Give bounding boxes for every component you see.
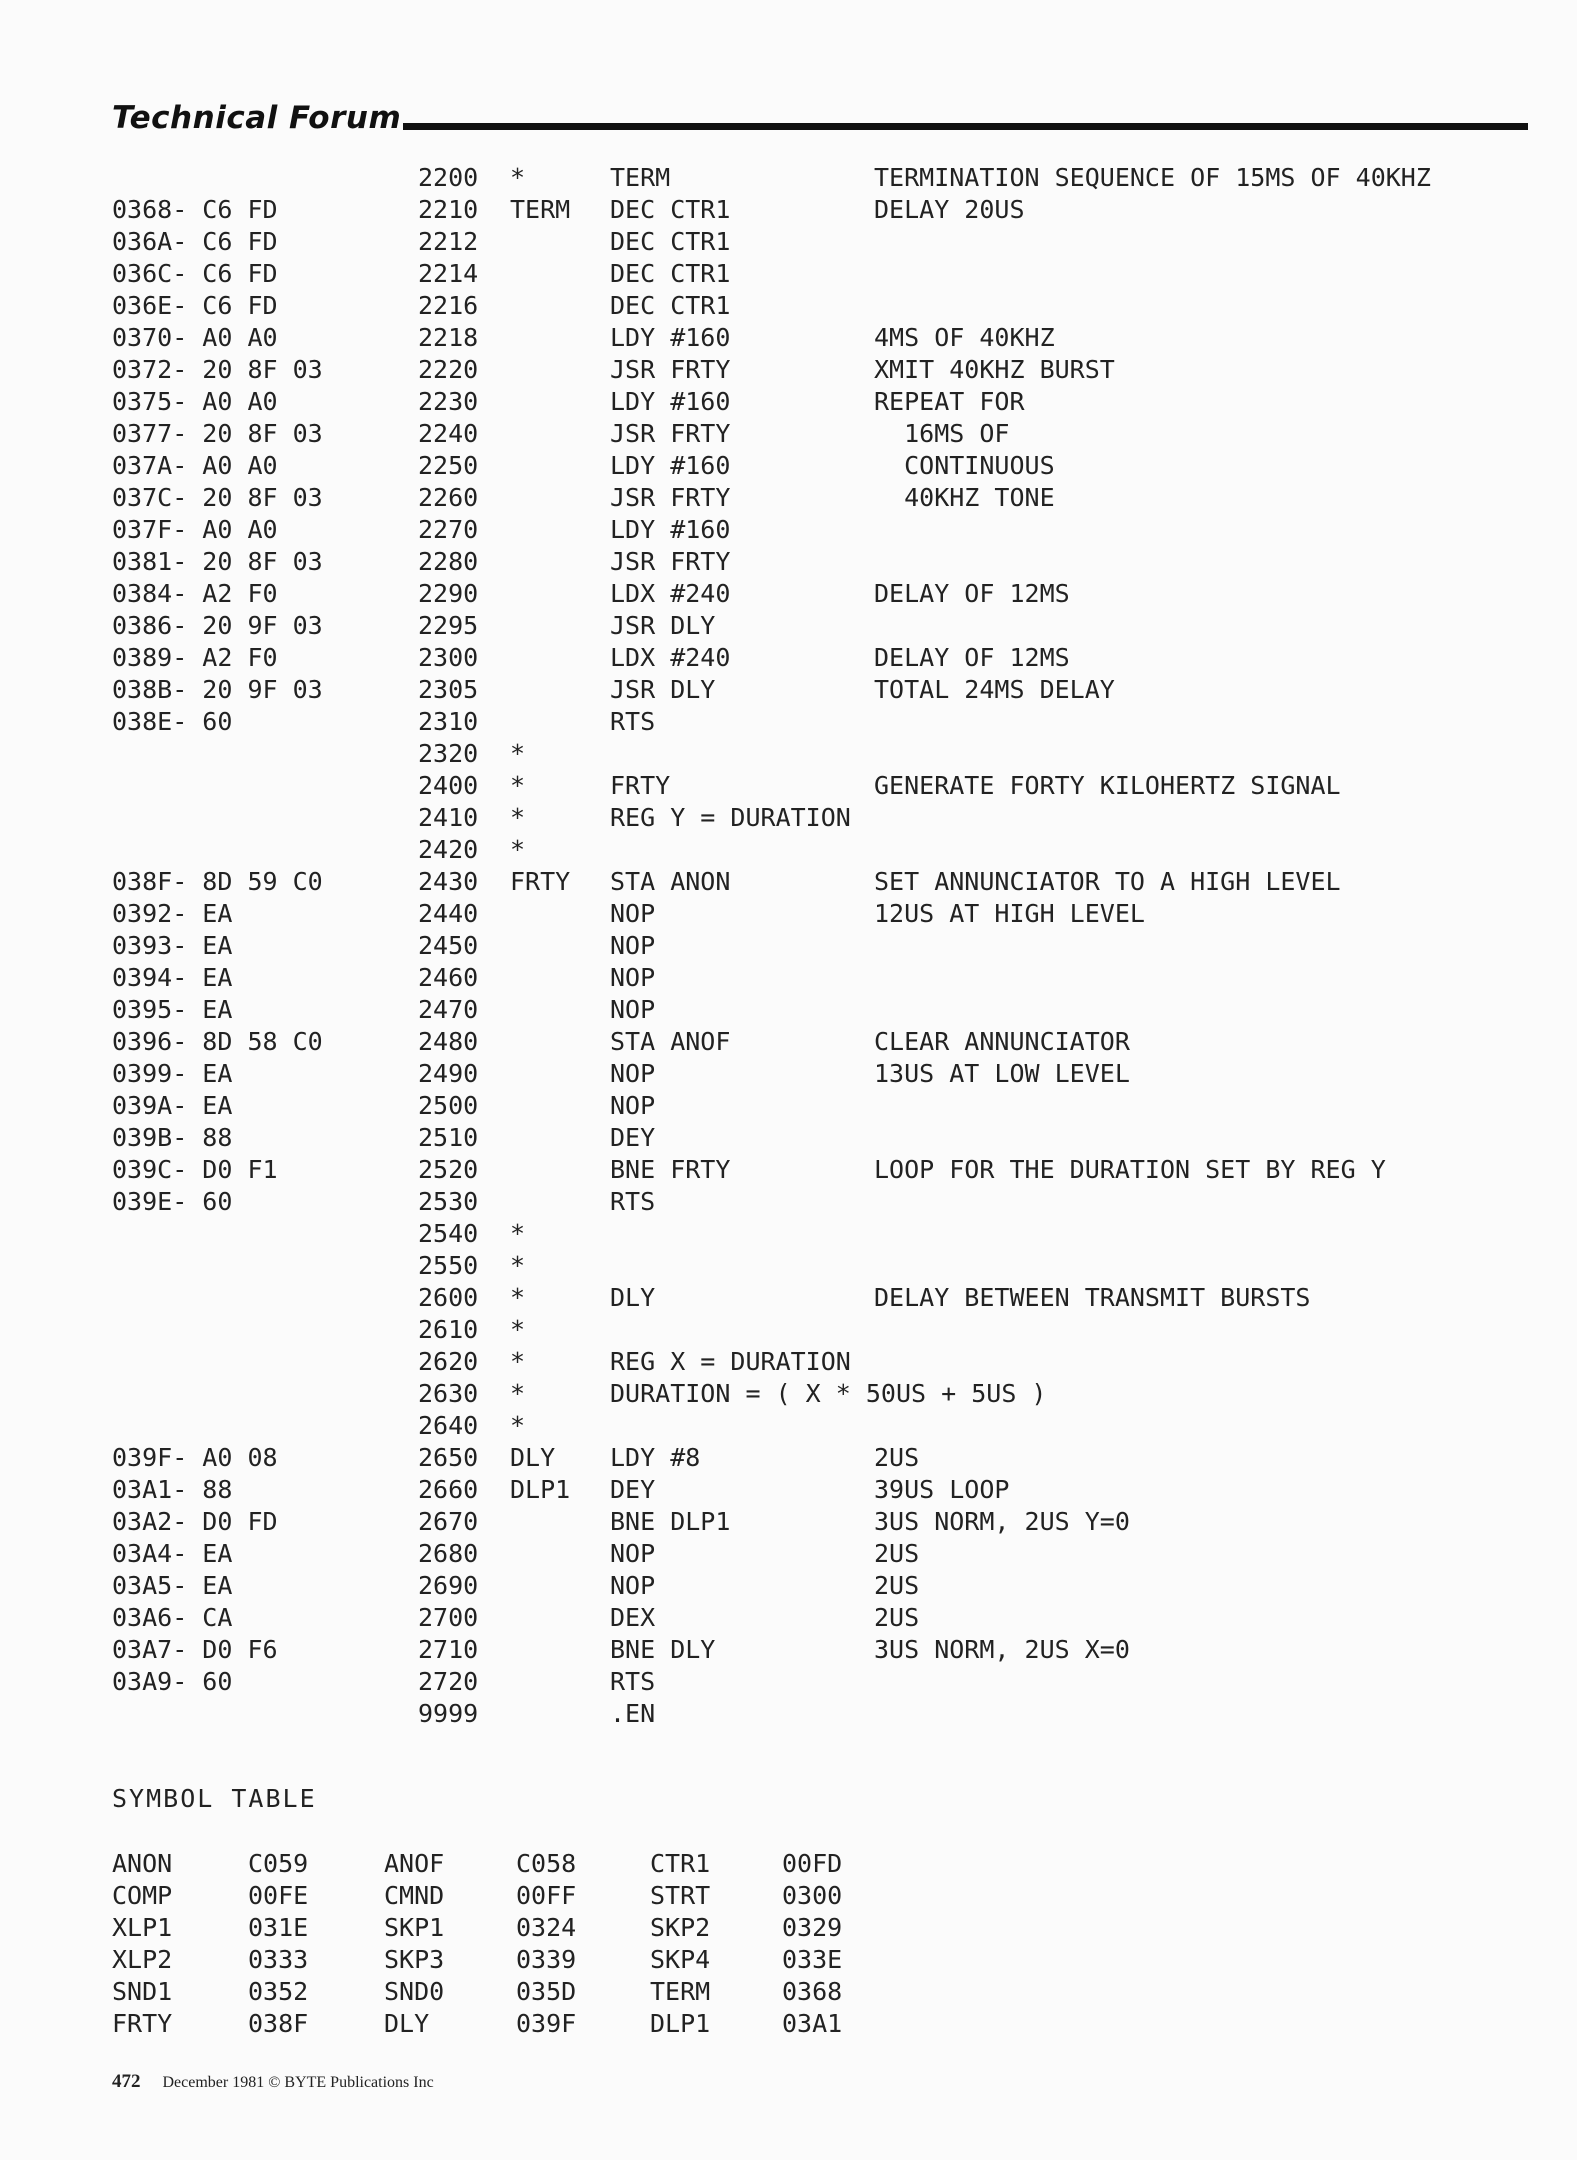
listing-address: 038B- 20 9F 03: [112, 675, 323, 704]
listing-instruction: STA ANON: [610, 867, 731, 896]
listing-line-number: 2660: [418, 1475, 479, 1504]
listing-line: [0, 1538, 1577, 1570]
listing-line: [0, 1154, 1577, 1186]
listing-address: 0377- 20 8F 03: [112, 419, 323, 448]
listing-address: 039B- 88: [112, 1123, 233, 1152]
listing-line: [0, 674, 1577, 706]
listing-line-number: 2430: [418, 867, 479, 896]
listing-line-number: 2610: [418, 1315, 479, 1344]
listing-line-number: 2620: [418, 1347, 479, 1376]
listing-address: 037C- 20 8F 03: [112, 483, 323, 512]
listing-instruction: NOP: [610, 931, 656, 960]
listing-line-number: 2305: [418, 675, 479, 704]
listing-instruction: LDY #160: [610, 323, 731, 352]
listing-instruction: DEY: [610, 1475, 656, 1504]
symbol-name: COMP: [112, 1881, 173, 1910]
listing-address: 03A9- 60: [112, 1667, 233, 1696]
symbol-name: STRT: [650, 1881, 711, 1910]
listing-line: [0, 962, 1577, 994]
listing-label: FRTY: [510, 867, 571, 896]
listing-line: [0, 1122, 1577, 1154]
listing-line: [0, 322, 1577, 354]
listing-instruction: FRTY: [610, 771, 671, 800]
listing-line: [0, 226, 1577, 258]
symbol-address: 0329: [782, 1913, 843, 1942]
listing-instruction: JSR FRTY: [610, 355, 731, 384]
listing-comment: CLEAR ANNUNCIATOR: [874, 1027, 1130, 1056]
listing-address: 037F- A0 A0: [112, 515, 278, 544]
symbol-address: C059: [248, 1849, 309, 1878]
listing-instruction: DURATION = ( X * 50US + 5US ): [610, 1379, 1047, 1408]
listing-line: [0, 354, 1577, 386]
listing-address: 0381- 20 8F 03: [112, 547, 323, 576]
listing-instruction: BNE DLP1: [610, 1507, 731, 1536]
listing-line-number: 2300: [418, 643, 479, 672]
listing-line-number: 2200: [418, 163, 479, 192]
listing-label: *: [510, 1283, 526, 1312]
symbol-name: SKP1: [384, 1913, 445, 1942]
listing-label: *: [510, 1379, 526, 1408]
symbol-name: FRTY: [112, 2009, 173, 2038]
listing-comment: 4MS OF 40KHZ: [874, 323, 1055, 352]
symbol-name: XLP2: [112, 1945, 173, 1974]
symbol-address: 035D: [516, 1977, 577, 2006]
listing-line: [0, 1602, 1577, 1634]
listing-label: *: [510, 1251, 526, 1280]
symbol-name: SKP4: [650, 1945, 711, 1974]
listing-instruction: .EN: [610, 1699, 656, 1728]
listing-line: [0, 1346, 1577, 1378]
listing-address: 0386- 20 9F 03: [112, 611, 323, 640]
assembly-listing: [0, 162, 1577, 1730]
listing-address: 0384- A2 F0: [112, 579, 278, 608]
listing-address: 03A5- EA: [112, 1571, 233, 1600]
listing-comment: TERMINATION SEQUENCE OF 15MS OF 40KHZ: [874, 163, 1431, 192]
listing-label: *: [510, 739, 526, 768]
listing-line-number: 2240: [418, 419, 479, 448]
symbol-name: XLP1: [112, 1913, 173, 1942]
listing-instruction: LDY #160: [610, 515, 731, 544]
symbol-address: 0352: [248, 1977, 309, 2006]
listing-line-number: 2450: [418, 931, 479, 960]
listing-instruction: JSR FRTY: [610, 547, 731, 576]
listing-comment: SET ANNUNCIATOR TO A HIGH LEVEL: [874, 867, 1341, 896]
symbol-name: DLP1: [650, 2009, 711, 2038]
listing-line-number: 2630: [418, 1379, 479, 1408]
listing-line-number: 2410: [418, 803, 479, 832]
listing-line-number: 2650: [418, 1443, 479, 1472]
listing-address: 03A6- CA: [112, 1603, 233, 1632]
listing-line-number: 2250: [418, 451, 479, 480]
symbol-name: SKP2: [650, 1913, 711, 1942]
listing-address: 0368- C6 FD: [112, 195, 278, 224]
listing-label: DLP1: [510, 1475, 571, 1504]
listing-comment: 2US: [874, 1539, 920, 1568]
listing-line: [0, 546, 1577, 578]
listing-label: *: [510, 163, 526, 192]
symbol-name: DLY: [384, 2009, 430, 2038]
listing-line-number: 2470: [418, 995, 479, 1024]
listing-line-number: 2290: [418, 579, 479, 608]
listing-line-number: 2260: [418, 483, 479, 512]
symbol-table: [0, 1848, 1577, 2040]
listing-address: 0393- EA: [112, 931, 233, 960]
symbol-name: SKP3: [384, 1945, 445, 1974]
listing-instruction: BNE DLY: [610, 1635, 716, 1664]
listing-instruction: JSR DLY: [610, 611, 716, 640]
page-footer: [112, 2071, 434, 2093]
listing-line: [0, 1570, 1577, 1602]
section-title: Technical Forum: [112, 100, 402, 136]
listing-line-number: 2310: [418, 707, 479, 736]
listing-line-number: 2480: [418, 1027, 479, 1056]
listing-line-number: 2530: [418, 1187, 479, 1216]
symbol-address: 039F: [516, 2009, 577, 2038]
symbol-name: SND1: [112, 1977, 173, 2006]
listing-label: *: [510, 803, 526, 832]
listing-address: 039E- 60: [112, 1187, 233, 1216]
listing-label: *: [510, 1315, 526, 1344]
symbol-table-row: [0, 2008, 1577, 2040]
listing-line-number: 2420: [418, 835, 479, 864]
listing-address: 038F- 8D 59 C0: [112, 867, 323, 896]
listing-label: *: [510, 1347, 526, 1376]
listing-instruction: DEX: [610, 1603, 656, 1632]
listing-address: 0375- A0 A0: [112, 387, 278, 416]
listing-comment: 13US AT LOW LEVEL: [874, 1059, 1130, 1088]
listing-comment: 12US AT HIGH LEVEL: [874, 899, 1145, 928]
listing-instruction: JSR FRTY: [610, 483, 731, 512]
listing-instruction: JSR DLY: [610, 675, 716, 704]
listing-line-number: 2295: [418, 611, 479, 640]
symbol-name: CTR1: [650, 1849, 711, 1878]
section-header: [112, 96, 1528, 136]
listing-line-number: 2490: [418, 1059, 479, 1088]
listing-line: [0, 738, 1577, 770]
listing-address: 03A1- 88: [112, 1475, 233, 1504]
listing-instruction: LDY #160: [610, 451, 731, 480]
symbol-table-row: [0, 1880, 1577, 1912]
listing-comment: LOOP FOR THE DURATION SET BY REG Y: [874, 1155, 1386, 1184]
listing-comment: 3US NORM, 2US X=0: [874, 1635, 1130, 1664]
listing-line: [0, 770, 1577, 802]
listing-instruction: LDX #240: [610, 579, 731, 608]
listing-comment: 3US NORM, 2US Y=0: [874, 1507, 1130, 1536]
listing-address: 036E- C6 FD: [112, 291, 278, 320]
listing-comment: XMIT 40KHZ BURST: [874, 355, 1115, 384]
listing-line-number: 2710: [418, 1635, 479, 1664]
listing-line: [0, 194, 1577, 226]
listing-line: [0, 1218, 1577, 1250]
listing-address: 0389- A2 F0: [112, 643, 278, 672]
listing-line: [0, 1410, 1577, 1442]
listing-line: [0, 898, 1577, 930]
listing-address: 03A4- EA: [112, 1539, 233, 1568]
listing-comment: 2US: [874, 1603, 920, 1632]
listing-line: [0, 1666, 1577, 1698]
listing-line: [0, 482, 1577, 514]
symbol-address: C058: [516, 1849, 577, 1878]
listing-address: 03A7- D0 F6: [112, 1635, 278, 1664]
listing-line-number: 2520: [418, 1155, 479, 1184]
listing-instruction: LDX #240: [610, 643, 731, 672]
symbol-address: 038F: [248, 2009, 309, 2038]
listing-line: [0, 1026, 1577, 1058]
listing-line-number: 2230: [418, 387, 479, 416]
listing-label: *: [510, 1411, 526, 1440]
listing-line: [0, 1698, 1577, 1730]
listing-address: 039A- EA: [112, 1091, 233, 1120]
listing-line: [0, 1634, 1577, 1666]
symbol-table-row: [0, 1944, 1577, 1976]
listing-instruction: NOP: [610, 995, 656, 1024]
listing-instruction: DEY: [610, 1123, 656, 1152]
symbol-address: 033E: [782, 1945, 843, 1974]
listing-comment: DELAY OF 12MS: [874, 643, 1070, 672]
listing-line-number: 2210: [418, 195, 479, 224]
listing-instruction: TERM: [610, 163, 671, 192]
listing-address: 036A- C6 FD: [112, 227, 278, 256]
listing-instruction: DEC CTR1: [610, 195, 731, 224]
listing-line: [0, 290, 1577, 322]
listing-line-number: 2218: [418, 323, 479, 352]
listing-line: [0, 866, 1577, 898]
listing-comment: CONTINUOUS: [874, 451, 1055, 480]
listing-line-number: 2720: [418, 1667, 479, 1696]
listing-line: [0, 418, 1577, 450]
listing-instruction: DEC CTR1: [610, 291, 731, 320]
listing-address: 0399- EA: [112, 1059, 233, 1088]
listing-address: 039C- D0 F1: [112, 1155, 278, 1184]
symbol-address: 03A1: [782, 2009, 843, 2038]
listing-line: [0, 1090, 1577, 1122]
listing-comment: 39US LOOP: [874, 1475, 1010, 1504]
listing-line-number: 2460: [418, 963, 479, 992]
symbol-name: SND0: [384, 1977, 445, 2006]
symbol-address: 0324: [516, 1913, 577, 1942]
listing-line-number: 2216: [418, 291, 479, 320]
listing-line-number: 2500: [418, 1091, 479, 1120]
listing-line-number: 2700: [418, 1603, 479, 1632]
listing-comment: 40KHZ TONE: [874, 483, 1055, 512]
listing-line: [0, 706, 1577, 738]
listing-line: [0, 1250, 1577, 1282]
symbol-name: ANON: [112, 1849, 173, 1878]
symbol-name: CMND: [384, 1881, 445, 1910]
listing-instruction: NOP: [610, 963, 656, 992]
listing-comment: DELAY 20US: [874, 195, 1025, 224]
listing-instruction: JSR FRTY: [610, 419, 731, 448]
listing-line: [0, 450, 1577, 482]
listing-instruction: RTS: [610, 1187, 656, 1216]
listing-line: [0, 1314, 1577, 1346]
listing-comment: 2US: [874, 1571, 920, 1600]
listing-comment: 16MS OF: [874, 419, 1010, 448]
listing-address: 0394- EA: [112, 963, 233, 992]
symbol-address: 00FF: [516, 1881, 577, 1910]
listing-address: 036C- C6 FD: [112, 259, 278, 288]
listing-line-number: 2212: [418, 227, 479, 256]
listing-instruction: DEC CTR1: [610, 227, 731, 256]
listing-line-number: 2400: [418, 771, 479, 800]
listing-line: [0, 834, 1577, 866]
listing-line: [0, 1186, 1577, 1218]
listing-line-number: 2510: [418, 1123, 479, 1152]
listing-instruction: LDY #8: [610, 1443, 701, 1472]
listing-line: [0, 578, 1577, 610]
listing-address: 039F- A0 08: [112, 1443, 278, 1472]
listing-line: [0, 162, 1577, 194]
listing-instruction: REG Y = DURATION: [610, 803, 851, 832]
listing-instruction: NOP: [610, 1571, 656, 1600]
listing-label: *: [510, 835, 526, 864]
listing-address: 037A- A0 A0: [112, 451, 278, 480]
listing-line: [0, 642, 1577, 674]
symbol-address: 0300: [782, 1881, 843, 1910]
symbol-address: 00FE: [248, 1881, 309, 1910]
listing-line: [0, 386, 1577, 418]
listing-comment: GENERATE FORTY KILOHERTZ SIGNAL: [874, 771, 1341, 800]
listing-line-number: 2440: [418, 899, 479, 928]
header-rule: [403, 123, 1528, 130]
page-number: 472: [112, 2071, 141, 2092]
listing-line-number: 2670: [418, 1507, 479, 1536]
listing-comment: TOTAL 24MS DELAY: [874, 675, 1115, 704]
listing-label: TERM: [510, 195, 571, 224]
listing-address: 0370- A0 A0: [112, 323, 278, 352]
listing-comment: DELAY BETWEEN TRANSMIT BURSTS: [874, 1283, 1311, 1312]
listing-line: [0, 1058, 1577, 1090]
listing-instruction: NOP: [610, 899, 656, 928]
listing-label: *: [510, 1219, 526, 1248]
listing-line-number: 2320: [418, 739, 479, 768]
symbol-address: 031E: [248, 1913, 309, 1942]
symbol-name: ANOF: [384, 1849, 445, 1878]
listing-line: [0, 258, 1577, 290]
symbol-table-row: [0, 1976, 1577, 2008]
listing-line-number: 9999: [418, 1699, 479, 1728]
listing-line-number: 2680: [418, 1539, 479, 1568]
listing-line: [0, 1442, 1577, 1474]
listing-line: [0, 1282, 1577, 1314]
listing-line-number: 2640: [418, 1411, 479, 1440]
listing-address: 0392- EA: [112, 899, 233, 928]
listing-line-number: 2600: [418, 1283, 479, 1312]
listing-line: [0, 802, 1577, 834]
symbol-table-row: [0, 1848, 1577, 1880]
listing-instruction: RTS: [610, 1667, 656, 1696]
listing-comment: 2US: [874, 1443, 920, 1472]
symbol-table-row: [0, 1912, 1577, 1944]
symbol-name: TERM: [650, 1977, 711, 2006]
listing-label: *: [510, 771, 526, 800]
listing-line: [0, 610, 1577, 642]
listing-label: DLY: [510, 1443, 556, 1472]
listing-instruction: NOP: [610, 1059, 656, 1088]
symbol-address: 0368: [782, 1977, 843, 2006]
listing-instruction: BNE FRTY: [610, 1155, 731, 1184]
listing-instruction: NOP: [610, 1539, 656, 1568]
listing-instruction: STA ANOF: [610, 1027, 731, 1056]
listing-address: 0372- 20 8F 03: [112, 355, 323, 384]
listing-line: [0, 930, 1577, 962]
listing-address: 0395- EA: [112, 995, 233, 1024]
listing-line: [0, 1378, 1577, 1410]
footer-credit: December 1981 © BYTE Publications Inc: [162, 2074, 434, 2091]
listing-instruction: DEC CTR1: [610, 259, 731, 288]
listing-line-number: 2540: [418, 1219, 479, 1248]
listing-address: 03A2- D0 FD: [112, 1507, 278, 1536]
listing-comment: REPEAT FOR: [874, 387, 1025, 416]
listing-line-number: 2214: [418, 259, 479, 288]
symbol-address: 0333: [248, 1945, 309, 1974]
symbol-address: 0339: [516, 1945, 577, 1974]
listing-address: 0396- 8D 58 C0: [112, 1027, 323, 1056]
listing-line: [0, 1506, 1577, 1538]
listing-instruction: REG X = DURATION: [610, 1347, 851, 1376]
listing-instruction: NOP: [610, 1091, 656, 1120]
listing-line: [0, 514, 1577, 546]
listing-address: 038E- 60: [112, 707, 233, 736]
listing-comment: DELAY OF 12MS: [874, 579, 1070, 608]
listing-instruction: RTS: [610, 707, 656, 736]
listing-line-number: 2280: [418, 547, 479, 576]
symbol-address: 00FD: [782, 1849, 843, 1878]
listing-line-number: 2220: [418, 355, 479, 384]
listing-line-number: 2690: [418, 1571, 479, 1600]
listing-line: [0, 1474, 1577, 1506]
listing-instruction: DLY: [610, 1283, 656, 1312]
listing-line-number: 2550: [418, 1251, 479, 1280]
symbol-table-title: SYMBOL TABLE: [112, 1784, 317, 1813]
listing-line: [0, 994, 1577, 1026]
listing-line-number: 2270: [418, 515, 479, 544]
listing-instruction: LDY #160: [610, 387, 731, 416]
